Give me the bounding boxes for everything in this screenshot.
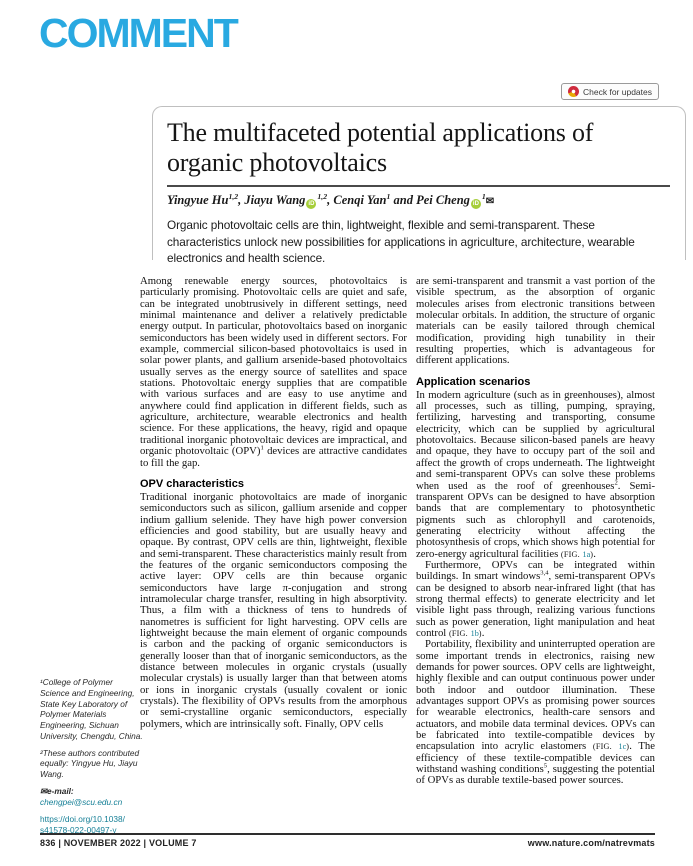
authors-line bbox=[167, 193, 670, 209]
right-column bbox=[416, 276, 655, 787]
text-sup: 3,4 bbox=[540, 569, 549, 577]
figure-1c-link[interactable]: 1c bbox=[618, 742, 627, 752]
text-run: devices are attractive candidates to fill the gap. bbox=[140, 445, 408, 469]
text-run: , semi-transparent OPVs can be designed to absorb near-infrared light (that has strong thermal effects) to generate electricity and let visible light pass through, realizing various functions such as power generation, light manipulation and heat control bbox=[416, 570, 655, 639]
text-run: Yingyue Hu bbox=[167, 193, 229, 208]
paragraph bbox=[416, 560, 655, 639]
doi-line-2: s41578-022-00497-y bbox=[40, 824, 117, 835]
text-run: . bbox=[593, 547, 596, 560]
text-run: , Cenqi Yan bbox=[327, 193, 387, 208]
text-run: , Jiayu Wang bbox=[238, 193, 306, 208]
text-fig: (FIG. bbox=[592, 742, 612, 752]
footer-divider bbox=[40, 833, 655, 835]
text-fig: ) bbox=[478, 628, 482, 638]
orcid-icon: iD bbox=[308, 201, 315, 208]
text-run: In modern agriculture (such as in greenhouses), almost all processes, such as tilling, pumping, spraying, fertilizing, harvesting and transporting, consume electricity, which can be supplied by agricultural photovoltaics. Because silicon-based panels are heavy and opaque, they have to occupy part of the soil and affect the growth of crops underneath. The lightweight and semi-transparent OPVs can solve these problems when used as the roof of greenhouses bbox=[416, 388, 655, 492]
contribution-note: ²These authors contributed equally: Yingyue Hu, Jiayu Wang. bbox=[40, 747, 140, 780]
orcid-icon: iD bbox=[472, 201, 479, 208]
doi-line-1: https://doi.org/10.1038/ bbox=[40, 813, 125, 824]
email-link[interactable]: chengpei@scu.edu.cn bbox=[40, 796, 123, 807]
comment-kicker: COMMENT bbox=[39, 10, 237, 56]
section-heading-opv-characteristics: OPV characteristics bbox=[140, 477, 244, 490]
article-header bbox=[152, 106, 686, 266]
email-icon: ✉ bbox=[485, 196, 495, 208]
text-sup: 1 bbox=[481, 192, 486, 202]
paragraph bbox=[416, 390, 655, 560]
text-run: Among renewable energy sources, photovoltaics is particularly promising. Photovoltaic cells are quiet and safe, can be integrated unobtrusively in different settings, need minimal maintenance and deliver a relatively predictable energy output. In particular, photovoltaics based on inorganic semiconductors has been widely used in different sectors. For example, commercial silicon-based photovoltaics is used in solar power plants, and gallium arsenide-based photovoltaics usually serves as the energy source of satellites and space stations. Photovoltaic energy supplies that are compatible with various surfaces and are easy to use anytime and anywhere could find application in different fields, such as agriculture, architecture, wearable electronics and health science. For these applications, the heavy, rigid and opaque traditional inorganic photovoltaic devices are impractical, and organic photovoltaic (OPV) bbox=[140, 275, 407, 458]
email-label: ✉e-mail: bbox=[40, 786, 74, 797]
text-fig: (FIG. bbox=[560, 549, 580, 559]
figure-1b-link[interactable]: 1b bbox=[470, 628, 479, 638]
text-run: , suggesting the potential of OPVs as durable textile-based power sources. bbox=[416, 763, 655, 787]
page-title: The multifaceted potential applications of organic photovoltaics bbox=[167, 118, 594, 177]
text-sup: 1 bbox=[260, 444, 264, 452]
article-body bbox=[140, 276, 655, 787]
text-run bbox=[612, 740, 619, 752]
paragraph bbox=[416, 639, 655, 786]
text-run: . bbox=[481, 626, 485, 639]
text-sup: 1,2 bbox=[317, 192, 328, 202]
text-fig: (FIG. bbox=[448, 628, 468, 638]
text-run: . The efficiency of these textile-compatible devices can withstand washing conditions bbox=[416, 740, 655, 776]
text-run: and Pei Cheng bbox=[390, 193, 470, 208]
figure-1a-link[interactable]: 1a bbox=[582, 549, 591, 559]
footer-page-info: 836 | NOVEMBER 2022 | VOLUME 7 bbox=[40, 838, 197, 848]
margin-notes bbox=[40, 677, 144, 836]
crossmark-icon bbox=[568, 86, 579, 97]
left-column bbox=[140, 276, 407, 787]
text-sup: 1 bbox=[386, 192, 391, 202]
text-fig: ) bbox=[590, 549, 594, 559]
check-for-updates-button[interactable] bbox=[561, 83, 659, 100]
check-for-updates-label: Check for updates bbox=[583, 86, 652, 97]
text-sup: 1,2 bbox=[228, 192, 239, 202]
abstract-text: Organic photovoltaic cells are thin, lightweight, flexible and semi-transparent. These characteristics unlock new possibilities for applications in agriculture, architecture, wearable electronics and health science. bbox=[167, 218, 635, 266]
paragraph: are semi-transparent and transmit a vast portion of the visible spectrum, as the absorption of organic molecules arises from electronic transitions between molecular orbitals. In addition, the structure of organic materials can be easily tailored through chemical modification, providing high tunability in their resulting properties, which is advantageous for different applications. bbox=[416, 275, 655, 367]
email-line bbox=[40, 786, 144, 808]
text-run: . Semi-transparent OPVs can be designed to have absorption bands that are complementary to photosynthetic pigments such as chlorophyll and carotenoids, generating electricity without affecting the photosynthesis of crops, which shows high potential for zero-energy agricultural facilities bbox=[416, 479, 656, 560]
title-divider bbox=[167, 185, 670, 187]
footer-journal-url: www.nature.com/natrevmats bbox=[527, 838, 655, 848]
text-sup: 5 bbox=[543, 762, 548, 770]
text-run: Portability, flexibility and uninterrupted operation are some important trends in electronics, raising new demands for power sources. OPV cells are lightweight, highly flexible and can output continuous power under both indoor and outdoor illumination. These advantages support OPVs as promising power sources for wearable electronics, health-care sensors and actuators, and mobile data terminal devices. OPVs can be fabricated into textile-compatible devices by encapsulation into acrylic elastomers bbox=[416, 638, 655, 753]
paragraph bbox=[140, 276, 407, 469]
section-heading-application-scenarios: Application scenarios bbox=[416, 375, 531, 388]
text-sup: 2 bbox=[614, 478, 618, 486]
affiliation-note: ¹College of Polymer Science and Engineering, State Key Laboratory of Polymer Materials Engineering, Sichuan University, Chengdu, China. bbox=[40, 677, 143, 741]
text-run: Furthermore, OPVs can be integrated within buildings. In smart windows bbox=[416, 558, 655, 583]
paragraph: Traditional inorganic photovoltaics are made of inorganic semiconductors such as silicon, gallium arsenide and copper indium gallium selenide. They have high power conversion efficiencies and good stability, but are usually heavy and opaque. By contrast, OPV cells are thin, lightweight, flexible and semi-transparent. These characteristics mainly result from the features of the organic semiconductors composing the active layer: OPV cells are thin because organic semiconductors have large π-conjugation and strong intramolecular charge transfer, resulting in high absorptivity. Thus, a film with a thickness of tens to hundreds of nanometres is sufficient for light harvesting. OPV cells are lightweight because the main element of organic compounds is carbon and the packing of organic semiconductors is generally looser than that of inorganic semiconductors, as the distance between molecules in organic crystals (usually molecular crystals) is usually larger than that between atoms or ions in inorganic crystals (usually covalent or ionic crystals). The flexibility of OPVs results from the amorphous or semi-crystalline organic semiconductors, especially polymers, which are intrinsically soft. Finally, OPV cells bbox=[140, 490, 407, 730]
text-fig: ) bbox=[626, 742, 630, 752]
